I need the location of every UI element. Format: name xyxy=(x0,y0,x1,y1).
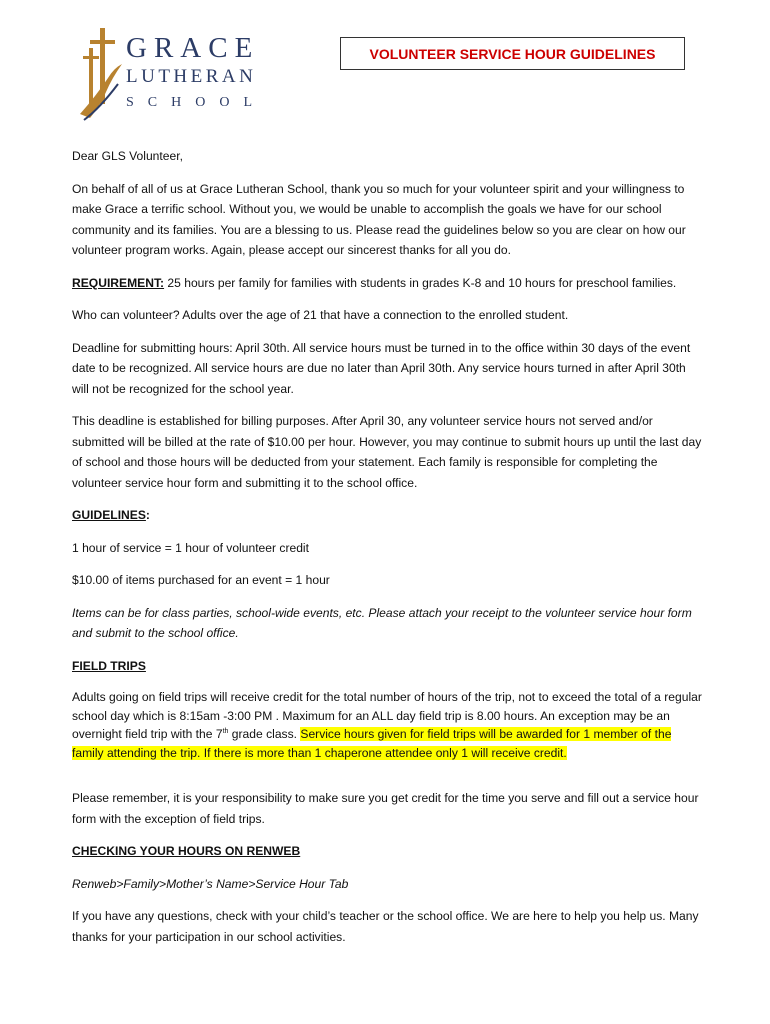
deadline-paragraph: Deadline for submitting hours: April 30th. All service hours must be turned in to the office within 30 days of the event date to be recognized. All service hours are due no later than April 30th. Any service hours turned in after April 30th will not be recognized for the school year. xyxy=(72,340,691,396)
field-trips-highlight: Service hours given for field trips will be awarded for 1 member of the family attending the trip. If there is more than 1 chaperone attendee only 1 will receive credit. xyxy=(72,727,672,760)
logo-word-lutheran: LUTHERAN xyxy=(126,66,257,87)
cross-logo-icon xyxy=(78,26,128,126)
guidelines-heading xyxy=(72,505,702,526)
logo-word-school: SCHOOL xyxy=(126,95,267,110)
guideline-note: Items can be for class parties, school-wide events, etc. Please attach your receipt to the volunteer service hour form and submit to the school office. xyxy=(72,605,692,640)
guidelines-heading-text: GUIDELINES xyxy=(72,508,146,522)
requirement-paragraph xyxy=(72,273,702,294)
who-paragraph: Who can volunteer? Adults over the age of 21 that have a connection to the enrolled student. xyxy=(72,308,569,322)
renweb-heading: CHECKING YOUR HOURS ON RENWEB xyxy=(72,844,301,858)
guideline-item-1: 1 hour of service = 1 hour of volunteer credit xyxy=(72,540,309,555)
intro-paragraph: On behalf of all of us at Grace Lutheran School, thank you so much for your volunteer spirit and your willingness to make Grace a terrific school. Without you, we would be unable to accomplish the goals we have for our school community and its families. You are a blessing to us. Please read the guidelines below so you are clear on how our volunteer program works. Again, please accept our sincerest thanks for all you do. xyxy=(72,181,686,257)
renweb-path: Renweb>Family>Mother’s Name>Service Hour Tab xyxy=(72,876,349,891)
field-trips-paragraph xyxy=(72,688,702,762)
guideline-item-2: $10.00 of items purchased for an event = 1 hour xyxy=(72,573,330,587)
guidelines-colon: : xyxy=(145,508,150,522)
billing-paragraph: This deadline is established for billing purposes. After April 30, any volunteer service hours not served and/or submitted will be billed at the rate of $10.00 per hour. However, you may continue to submit hours up until the last day of school and those hours will be deducted from your statement. Each family is responsible for completing the volunteer service hour form and submitting it to the school office. xyxy=(72,414,702,490)
field-trips-sup: th xyxy=(222,727,229,735)
letter-body xyxy=(72,146,702,959)
greeting: Dear GLS Volunteer, xyxy=(72,149,183,163)
field-trips-heading: FIELD TRIPS xyxy=(72,658,146,673)
requirement-label: REQUIREMENT: xyxy=(72,275,165,290)
school-logo xyxy=(78,26,274,126)
logo-word-grace: GRACE xyxy=(126,32,260,64)
document-title: VOLUNTEER SERVICE HOUR GUIDELINES xyxy=(340,37,685,70)
field-trips-text-before: Adults going on field trips will receive credit for the total number of hours of the trip, not to exceed the total of a regular school day which is 8:15am -3:00 PM . Maximum for an ALL day field trip is 8.00 hours. An exception may be an overnight field trip with the 7 xyxy=(72,690,702,741)
remember-paragraph: Please remember, it is your responsibility to make sure you get credit for the time you serve and fill out a service hour form with the exception of field trips. xyxy=(72,791,699,826)
closing-paragraph: If you have any questions, check with your child’s teacher or the school office. We are here to help you help us. Many thanks for your participation in our school activities. xyxy=(72,909,699,944)
field-trips-text-after: grade class. xyxy=(228,727,301,741)
requirement-text: 25 hours per family for families with students in grades K-8 and 10 hours for preschool families. xyxy=(164,275,677,290)
